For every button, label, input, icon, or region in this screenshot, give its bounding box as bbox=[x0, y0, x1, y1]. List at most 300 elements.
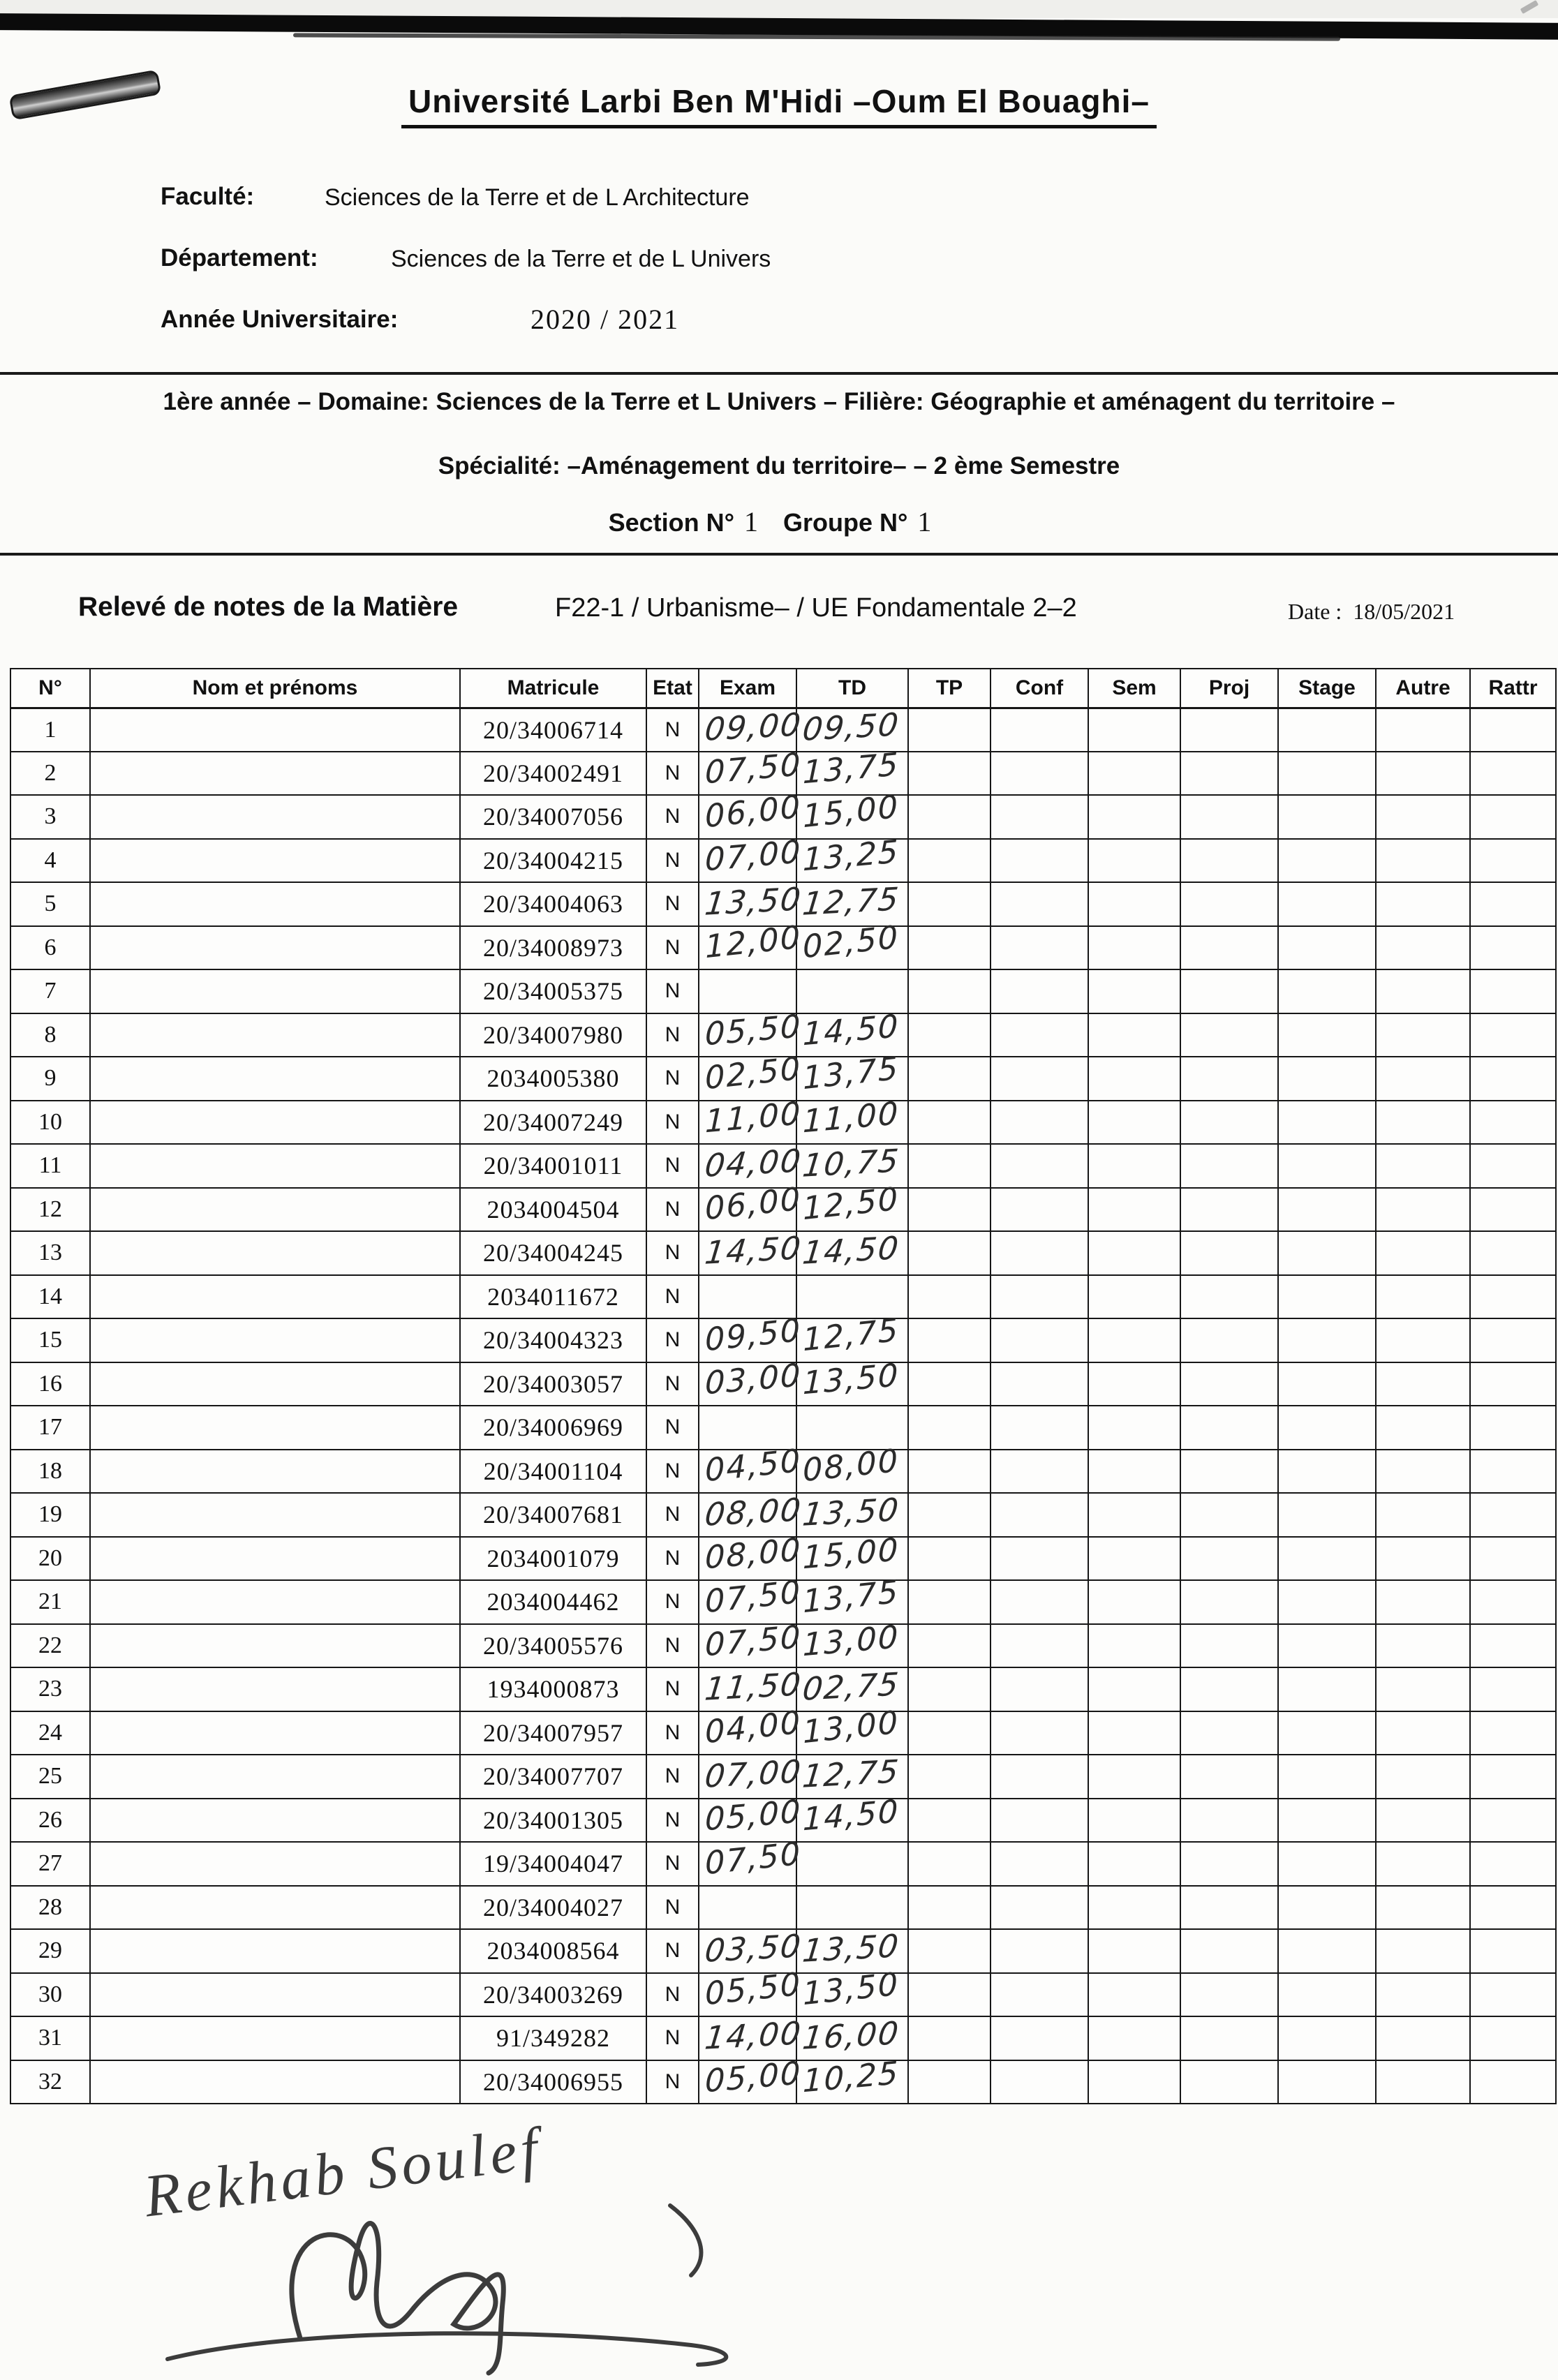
cell-exam bbox=[699, 1965, 802, 2017]
transcript-title: Relevé de notes de la Matière bbox=[78, 592, 459, 622]
cell-proj bbox=[1180, 1667, 1278, 1711]
handwritten-grade: 04,00 bbox=[704, 1703, 802, 1751]
cell-autre bbox=[1376, 1929, 1470, 1973]
cell-conf bbox=[991, 1188, 1088, 1232]
cell-tp bbox=[908, 1537, 991, 1581]
date-line bbox=[1288, 599, 1455, 625]
cell-autre bbox=[1376, 1231, 1470, 1275]
cell-etat: N bbox=[646, 926, 699, 970]
cell-matricule: 20/34004215 bbox=[460, 839, 646, 883]
cell-matricule: 20/34001305 bbox=[460, 1799, 646, 1843]
cell-proj bbox=[1180, 1580, 1278, 1624]
table-row bbox=[10, 1188, 1556, 1232]
cell-exam bbox=[699, 745, 802, 796]
specialty-semester-line: Spécialité: –Aménagement du territoire– – 2 ème Semestre bbox=[438, 452, 1120, 479]
cell-stage bbox=[1278, 752, 1376, 796]
cell-sem bbox=[1088, 1188, 1180, 1232]
cell-etat: N bbox=[646, 1318, 699, 1362]
handwritten-grade: 12,00 bbox=[704, 918, 802, 966]
cell-name bbox=[90, 1799, 460, 1843]
cell-matricule: 20/34006714 bbox=[460, 708, 646, 752]
cell-sem bbox=[1088, 1406, 1180, 1450]
cell-etat: N bbox=[646, 708, 699, 752]
cell-matricule: 91/349282 bbox=[460, 2016, 646, 2060]
cell-proj bbox=[1180, 2060, 1278, 2104]
cell-autre bbox=[1376, 1886, 1470, 1930]
table-row bbox=[10, 752, 1556, 796]
cell-rattr bbox=[1470, 1624, 1556, 1668]
cell-n: 26 bbox=[10, 1799, 90, 1843]
table-row bbox=[10, 969, 1556, 1013]
cell-sem bbox=[1088, 708, 1180, 752]
cell-exam bbox=[699, 1180, 802, 1232]
cell-rattr bbox=[1470, 1580, 1556, 1624]
cell-etat: N bbox=[646, 1886, 699, 1930]
cell-name bbox=[90, 926, 460, 970]
cell-rattr bbox=[1470, 1318, 1556, 1362]
table-row bbox=[10, 882, 1556, 926]
cell-tp bbox=[908, 1711, 991, 1755]
cell-conf bbox=[991, 882, 1088, 926]
handwritten-grade: 13,75 bbox=[802, 745, 900, 791]
cell-td bbox=[796, 1094, 908, 1145]
cell-conf bbox=[991, 708, 1088, 752]
cell-n: 10 bbox=[10, 1101, 90, 1145]
handwritten-grade: 15,00 bbox=[802, 1531, 900, 1577]
column-header-n-: N° bbox=[10, 669, 90, 708]
cell-n: 19 bbox=[10, 1493, 90, 1537]
handwritten-grade: 13,50 bbox=[801, 1926, 902, 1970]
cell-tp bbox=[908, 839, 991, 883]
handwritten-grade: 09,50 bbox=[704, 1311, 802, 1358]
cell-n: 11 bbox=[10, 1144, 90, 1188]
cell-sem bbox=[1088, 795, 1180, 839]
cell-proj bbox=[1180, 1188, 1278, 1232]
column-header-matricule: Matricule bbox=[460, 669, 646, 708]
cell-stage bbox=[1278, 882, 1376, 926]
cell-name bbox=[90, 882, 460, 926]
cell-conf bbox=[991, 1231, 1088, 1275]
cell-matricule: 20/34005576 bbox=[460, 1624, 646, 1668]
cell-rattr bbox=[1470, 1667, 1556, 1711]
cell-autre bbox=[1376, 1362, 1470, 1406]
cell-conf bbox=[991, 1624, 1088, 1668]
cell-exam bbox=[699, 879, 804, 926]
cell-autre bbox=[1376, 708, 1470, 752]
cell-matricule: 2034008564 bbox=[460, 1929, 646, 1973]
table-row bbox=[10, 2016, 1556, 2060]
cell-rattr bbox=[1470, 1362, 1556, 1406]
cell-tp bbox=[908, 1624, 991, 1668]
cell-stage bbox=[1278, 1842, 1376, 1886]
cell-autre bbox=[1376, 2016, 1470, 2060]
cell-n: 18 bbox=[10, 1450, 90, 1494]
cell-n: 16 bbox=[10, 1362, 90, 1406]
cell-autre bbox=[1376, 969, 1470, 1013]
cell-td bbox=[796, 1752, 908, 1799]
cell-name bbox=[90, 1057, 460, 1101]
cell-sem bbox=[1088, 752, 1180, 796]
handwritten-grade: 14,50 bbox=[802, 1792, 900, 1838]
table-row bbox=[10, 1711, 1556, 1755]
handwritten-grade: 13,00 bbox=[802, 1703, 900, 1751]
cell-matricule: 20/34006969 bbox=[460, 1406, 646, 1450]
cell-conf bbox=[991, 1013, 1088, 1057]
cell-matricule: 20/34002491 bbox=[460, 752, 646, 796]
cell-conf bbox=[991, 2060, 1088, 2104]
cell-sem bbox=[1088, 1711, 1180, 1755]
faculty-value: Sciences de la Terre et de L Architecture bbox=[325, 184, 750, 211]
cell-matricule: 20/34007681 bbox=[460, 1493, 646, 1537]
cell-etat: N bbox=[646, 1973, 699, 2017]
cell-proj bbox=[1180, 1973, 1278, 2017]
handwritten-grade: 09,00 bbox=[703, 706, 804, 748]
cell-matricule: 20/34005375 bbox=[460, 969, 646, 1013]
cell-tp bbox=[908, 969, 991, 1013]
cell-etat: N bbox=[646, 1842, 699, 1886]
cell-autre bbox=[1376, 1580, 1470, 1624]
cell-n: 28 bbox=[10, 1886, 90, 1930]
column-header-autre: Autre bbox=[1376, 669, 1470, 708]
cell-sem bbox=[1088, 1580, 1180, 1624]
cell-n: 31 bbox=[10, 2016, 90, 2060]
cell-autre bbox=[1376, 1667, 1470, 1711]
cell-matricule: 20/34004027 bbox=[460, 1886, 646, 1930]
cell-rattr bbox=[1470, 1101, 1556, 1145]
cell-tp bbox=[908, 1580, 991, 1624]
cell-proj bbox=[1180, 969, 1278, 1013]
handwritten-grade: 07,50 bbox=[704, 1618, 802, 1664]
cell-conf bbox=[991, 839, 1088, 883]
cell-name bbox=[90, 1406, 460, 1450]
handwritten-grade: 13,50 bbox=[802, 1356, 900, 1402]
cell-matricule: 20/34003269 bbox=[460, 1973, 646, 2017]
column-header-stage: Stage bbox=[1278, 669, 1376, 708]
cell-etat: N bbox=[646, 1580, 699, 1624]
cell-exam bbox=[699, 1665, 804, 1711]
cell-conf bbox=[991, 1537, 1088, 1581]
cell-rattr bbox=[1470, 1711, 1556, 1755]
cell-name bbox=[90, 1318, 460, 1362]
table-row bbox=[10, 839, 1556, 883]
cell-proj bbox=[1180, 1711, 1278, 1755]
cell-etat: N bbox=[646, 1929, 699, 1973]
cell-exam bbox=[699, 2054, 802, 2104]
page-title: Université Larbi Ben M'Hidi –Oum El Bouaghi– bbox=[0, 82, 1558, 120]
cell-td bbox=[796, 1618, 908, 1668]
cell-sem bbox=[1088, 1929, 1180, 1973]
subject-value: F22-1 / Urbanisme– / UE Fondamentale 2–2 bbox=[555, 593, 1077, 623]
handwritten-grade: 07,00 bbox=[704, 833, 802, 879]
handwritten-grade: 09,50 bbox=[801, 706, 902, 748]
cell-tp bbox=[908, 2016, 991, 2060]
cell-exam bbox=[699, 1752, 804, 1799]
cell-autre bbox=[1376, 1013, 1470, 1057]
cell-name bbox=[90, 839, 460, 883]
cell-etat: N bbox=[646, 1362, 699, 1406]
cell-exam bbox=[699, 969, 796, 1013]
cell-n: 29 bbox=[10, 1929, 90, 1973]
cell-etat: N bbox=[646, 1624, 699, 1668]
cell-n: 30 bbox=[10, 1973, 90, 2017]
handwritten-grade: 07,00 bbox=[703, 1752, 804, 1795]
cell-n: 5 bbox=[10, 882, 90, 926]
table-row bbox=[10, 1580, 1556, 1624]
cell-exam bbox=[699, 1441, 802, 1494]
cell-rattr bbox=[1470, 2060, 1556, 2104]
cell-conf bbox=[991, 1493, 1088, 1537]
table-row bbox=[10, 1013, 1556, 1057]
cell-sem bbox=[1088, 1231, 1180, 1275]
table-row bbox=[10, 1537, 1556, 1581]
cell-n: 23 bbox=[10, 1667, 90, 1711]
handwritten-grade: 13,75 bbox=[802, 1572, 900, 1620]
table-row bbox=[10, 1624, 1556, 1668]
cell-conf bbox=[991, 926, 1088, 970]
handwritten-grade: 14,50 bbox=[703, 1228, 804, 1272]
table-row bbox=[10, 1406, 1556, 1450]
cell-rattr bbox=[1470, 839, 1556, 883]
cell-autre bbox=[1376, 1318, 1470, 1362]
cell-td bbox=[796, 1842, 908, 1886]
cell-name bbox=[90, 795, 460, 839]
cell-etat: N bbox=[646, 1493, 699, 1537]
handwritten-grade: 10,75 bbox=[801, 1141, 902, 1184]
cell-sem bbox=[1088, 1013, 1180, 1057]
cell-td bbox=[796, 969, 908, 1013]
cell-rattr bbox=[1470, 1842, 1556, 1886]
cell-proj bbox=[1180, 1799, 1278, 1843]
cell-td bbox=[796, 1490, 908, 1537]
divider-top bbox=[0, 372, 1558, 375]
handwritten-grade: 14,50 bbox=[802, 1007, 900, 1053]
cell-tp bbox=[908, 2060, 991, 2104]
cell-tp bbox=[908, 1886, 991, 1930]
cell-matricule: 20/34001011 bbox=[460, 1144, 646, 1188]
cell-exam bbox=[699, 833, 802, 883]
cell-name bbox=[90, 2016, 460, 2060]
cell-matricule: 2034004504 bbox=[460, 1188, 646, 1232]
cell-stage bbox=[1278, 1450, 1376, 1494]
handwritten-grade: 15,00 bbox=[802, 787, 900, 835]
cell-exam bbox=[699, 1356, 802, 1406]
cell-proj bbox=[1180, 1275, 1278, 1319]
cell-autre bbox=[1376, 1101, 1470, 1145]
cell-exam bbox=[699, 1531, 802, 1581]
cell-proj bbox=[1180, 1101, 1278, 1145]
column-header-sem: Sem bbox=[1088, 669, 1180, 708]
department-label: Département: bbox=[161, 244, 318, 272]
table-row bbox=[10, 1450, 1556, 1494]
cell-name bbox=[90, 1667, 460, 1711]
cell-etat: N bbox=[646, 839, 699, 883]
cell-sem bbox=[1088, 969, 1180, 1013]
cell-td bbox=[796, 1703, 908, 1755]
cell-n: 24 bbox=[10, 1711, 90, 1755]
cell-name bbox=[90, 1450, 460, 1494]
column-header-td: TD bbox=[796, 669, 908, 708]
cell-td bbox=[796, 1311, 908, 1362]
cell-stage bbox=[1278, 1406, 1376, 1450]
table-row bbox=[10, 1667, 1556, 1711]
cell-proj bbox=[1180, 1057, 1278, 1101]
cell-name bbox=[90, 1973, 460, 2017]
cell-autre bbox=[1376, 1493, 1470, 1537]
cell-proj bbox=[1180, 1450, 1278, 1494]
cell-proj bbox=[1180, 926, 1278, 970]
table-row bbox=[10, 1057, 1556, 1101]
cell-td bbox=[796, 1049, 908, 1101]
cell-n: 1 bbox=[10, 708, 90, 752]
cell-proj bbox=[1180, 1537, 1278, 1581]
cell-proj bbox=[1180, 1318, 1278, 1362]
cell-conf bbox=[991, 1450, 1088, 1494]
cell-proj bbox=[1180, 2016, 1278, 2060]
cell-autre bbox=[1376, 882, 1470, 926]
cell-autre bbox=[1376, 1755, 1470, 1799]
cell-exam bbox=[699, 1311, 802, 1362]
cell-n: 4 bbox=[10, 839, 90, 883]
cell-exam bbox=[699, 1490, 804, 1537]
cell-tp bbox=[908, 926, 991, 970]
handwritten-grade: 13,50 bbox=[703, 879, 804, 923]
cell-exam bbox=[699, 1141, 804, 1188]
cell-proj bbox=[1180, 882, 1278, 926]
cell-autre bbox=[1376, 1842, 1470, 1886]
cell-rattr bbox=[1470, 752, 1556, 796]
cell-n: 15 bbox=[10, 1318, 90, 1362]
cell-matricule: 20/34007957 bbox=[460, 1711, 646, 1755]
cell-autre bbox=[1376, 1799, 1470, 1843]
date-value: 18/05/2021 bbox=[1353, 599, 1455, 624]
cell-tp bbox=[908, 1013, 991, 1057]
cell-rattr bbox=[1470, 2016, 1556, 2060]
cell-rattr bbox=[1470, 882, 1556, 926]
cell-etat: N bbox=[646, 1231, 699, 1275]
cell-rattr bbox=[1470, 1406, 1556, 1450]
table-row bbox=[10, 1144, 1556, 1188]
date-label: Date : bbox=[1288, 599, 1342, 624]
cell-td bbox=[796, 1228, 908, 1275]
cell-stage bbox=[1278, 1537, 1376, 1581]
cell-exam bbox=[699, 1618, 802, 1668]
section-group-line bbox=[0, 505, 1558, 538]
cell-name bbox=[90, 1362, 460, 1406]
cell-etat: N bbox=[646, 752, 699, 796]
cell-rattr bbox=[1470, 708, 1556, 752]
cell-etat: N bbox=[646, 1013, 699, 1057]
cell-stage bbox=[1278, 1188, 1376, 1232]
column-header-proj: Proj bbox=[1180, 669, 1278, 708]
cell-n: 9 bbox=[10, 1057, 90, 1101]
column-header-etat: Etat bbox=[646, 669, 699, 708]
cell-n: 13 bbox=[10, 1231, 90, 1275]
handwritten-grade: 05,00 bbox=[704, 1792, 802, 1838]
handwritten-grade: 11,50 bbox=[703, 1665, 804, 1708]
handwritten-grade: 03,50 bbox=[703, 1926, 804, 1970]
handwritten-grade: 07,50 bbox=[704, 1572, 802, 1620]
cell-rattr bbox=[1470, 1537, 1556, 1581]
cell-matricule: 2034005380 bbox=[460, 1057, 646, 1101]
cell-etat: N bbox=[646, 2016, 699, 2060]
handwritten-grade: 13,50 bbox=[801, 1490, 902, 1533]
cell-stage bbox=[1278, 1057, 1376, 1101]
cell-rattr bbox=[1470, 795, 1556, 839]
cell-rattr bbox=[1470, 1755, 1556, 1799]
cell-exam bbox=[699, 1094, 802, 1145]
cell-rattr bbox=[1470, 1188, 1556, 1232]
cell-matricule: 2034001079 bbox=[460, 1537, 646, 1581]
cell-td bbox=[796, 1180, 908, 1232]
column-header-nom-et-pr-noms: Nom et prénoms bbox=[90, 669, 460, 708]
cell-matricule: 20/34008973 bbox=[460, 926, 646, 970]
cell-n: 32 bbox=[10, 2060, 90, 2104]
cell-autre bbox=[1376, 1624, 1470, 1668]
table-row bbox=[10, 1275, 1556, 1319]
cell-exam bbox=[699, 1007, 802, 1057]
handwritten-grade: 02,50 bbox=[802, 918, 900, 966]
cell-sem bbox=[1088, 1275, 1180, 1319]
cell-autre bbox=[1376, 795, 1470, 839]
cell-proj bbox=[1180, 1886, 1278, 1930]
cell-autre bbox=[1376, 1057, 1470, 1101]
cell-td bbox=[796, 708, 908, 752]
cell-name bbox=[90, 1711, 460, 1755]
handwritten-grade: 13,75 bbox=[802, 1049, 900, 1096]
cell-name bbox=[90, 1537, 460, 1581]
cell-rattr bbox=[1470, 1929, 1556, 1973]
handwritten-grade: 04,00 bbox=[703, 1141, 804, 1184]
cell-td bbox=[796, 1572, 908, 1624]
cell-stage bbox=[1278, 1711, 1376, 1755]
divider-bottom bbox=[0, 553, 1558, 556]
table-row bbox=[10, 1842, 1556, 1886]
cell-conf bbox=[991, 1057, 1088, 1101]
cell-n: 27 bbox=[10, 1842, 90, 1886]
cell-proj bbox=[1180, 1013, 1278, 1057]
cell-conf bbox=[991, 1144, 1088, 1188]
cell-stage bbox=[1278, 1013, 1376, 1057]
cell-rattr bbox=[1470, 1013, 1556, 1057]
cell-matricule: 20/34007707 bbox=[460, 1755, 646, 1799]
cell-autre bbox=[1376, 1537, 1470, 1581]
cell-tp bbox=[908, 1318, 991, 1362]
cell-exam bbox=[699, 1049, 802, 1101]
cell-exam bbox=[699, 787, 802, 839]
cell-n: 22 bbox=[10, 1624, 90, 1668]
cell-stage bbox=[1278, 1624, 1376, 1668]
cell-conf bbox=[991, 1886, 1088, 1930]
cell-td bbox=[796, 1886, 908, 1930]
cell-td bbox=[796, 1792, 908, 1843]
handwritten-grade: 08,00 bbox=[703, 1490, 804, 1533]
signature-scribble bbox=[84, 2199, 782, 2380]
cell-proj bbox=[1180, 1493, 1278, 1537]
cell-stage bbox=[1278, 1799, 1376, 1843]
column-header-conf: Conf bbox=[991, 669, 1088, 708]
cell-n: 2 bbox=[10, 752, 90, 796]
cell-conf bbox=[991, 1406, 1088, 1450]
cell-stage bbox=[1278, 926, 1376, 970]
cell-n: 25 bbox=[10, 1755, 90, 1799]
cell-matricule: 20/34004063 bbox=[460, 882, 646, 926]
cell-tp bbox=[908, 1799, 991, 1843]
handwritten-grade: 13,50 bbox=[802, 1965, 900, 2013]
cell-tp bbox=[908, 1057, 991, 1101]
section-label: Section N° bbox=[608, 508, 734, 537]
column-header-exam: Exam bbox=[699, 669, 796, 708]
cell-exam bbox=[699, 918, 802, 970]
